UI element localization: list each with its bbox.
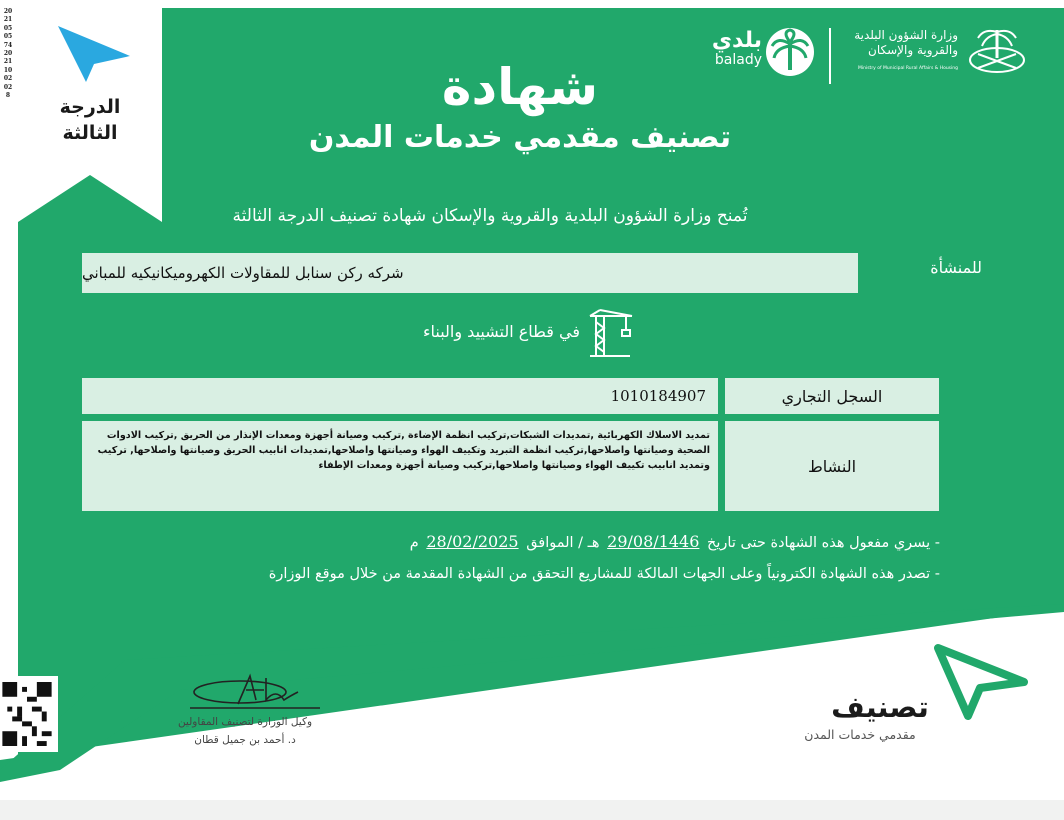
commercial-registry-label: السجل التجاري xyxy=(725,378,939,414)
establishment-label: للمنشأة xyxy=(930,258,982,277)
validity-statement xyxy=(300,532,940,551)
gregorian-suffix: م xyxy=(409,535,419,551)
certificate-title: شهادة xyxy=(441,58,599,116)
ministry-name xyxy=(838,28,958,58)
hijri-suffix: هـ / الموافق xyxy=(526,535,600,551)
signatory-name: د. أحمد بن جميل قطان xyxy=(194,734,296,746)
crane-icon xyxy=(586,308,636,360)
issuance-note: - تصدر هذه الشهادة الكترونياً وعلى الجهات المالكة للمشاريع التحقق من الشهادة المقدمة من خلال موقع الوزارة xyxy=(268,566,940,582)
sector-text: في قطاع التشييد والبناء xyxy=(422,322,580,341)
signature-scribble xyxy=(180,670,330,714)
balady-logo-en: balady xyxy=(714,52,762,68)
validity-prefix: - يسري مفعول هذه الشهادة حتى تاريخ xyxy=(707,535,940,551)
activity-value: تمديد الاسلاك الكهربائية ,تمديدات الشبكات,تركيب انظمة الإضاءة ,تركيب وصيانة أجهزة ومعدات الإنذار من الحريق ,تركيب الادوات الصحية وصيانتها واصلاحها,تركيب انظمة التبريد وتكييف الهواء وصيانتها واصلاحها,تمديدات انابيب الحريق وصيانتها واصلاحها, تركيب وتمديد انابيب تكييف الهواء وصيانتها واصلاحها,تركيب وصيانة أجهزة ومعدات الإطفاء xyxy=(82,421,718,511)
grade-label xyxy=(40,94,140,146)
gregorian-date: 28/02/2025 xyxy=(426,532,519,551)
balady-logo-ar: بلدي xyxy=(711,28,762,53)
ministry-emblem-icon xyxy=(966,24,1028,78)
ministry-name-line1: وزارة الشؤون البلدية xyxy=(854,28,958,42)
ministry-name-en: Ministry of Municipal Rural Affairs & Housing xyxy=(857,66,958,71)
establishment-name: شركه ركن سنابل للمقاولات الكهروميكانيكيه للمباني xyxy=(82,253,858,293)
ministry-name-line2: والقروية والإسكان xyxy=(868,43,958,57)
header-divider xyxy=(829,28,831,84)
tasneef-pointer-icon xyxy=(930,642,1030,722)
commercial-registry-value: 1010184907 xyxy=(82,378,718,414)
qr-code-icon[interactable] xyxy=(2,682,52,746)
pointer-logo-icon xyxy=(54,22,134,86)
grade-line1: الدرجة xyxy=(59,96,121,118)
grade-line2: الثالثة xyxy=(62,122,118,144)
hijri-date: 29/08/1446 xyxy=(607,532,700,551)
brand-tagline: مقدمي خدمات المدن xyxy=(804,727,916,742)
grant-statement: تُمنح وزارة الشؤون البلدية والقروية والإسكان شهادة تصنيف الدرجة الثالثة xyxy=(232,206,748,226)
side-code: 2021050574 20211002028 xyxy=(3,8,13,100)
certificate-subtitle: تصنيف مقدمي خدمات المدن xyxy=(308,120,732,155)
signatory-title: وكيل الوزارة لتصنيف المقاولين xyxy=(177,716,313,728)
brand-name: تصنيف xyxy=(831,690,929,724)
balady-palm-icon xyxy=(764,26,816,78)
activity-label: النشاط xyxy=(725,421,939,511)
